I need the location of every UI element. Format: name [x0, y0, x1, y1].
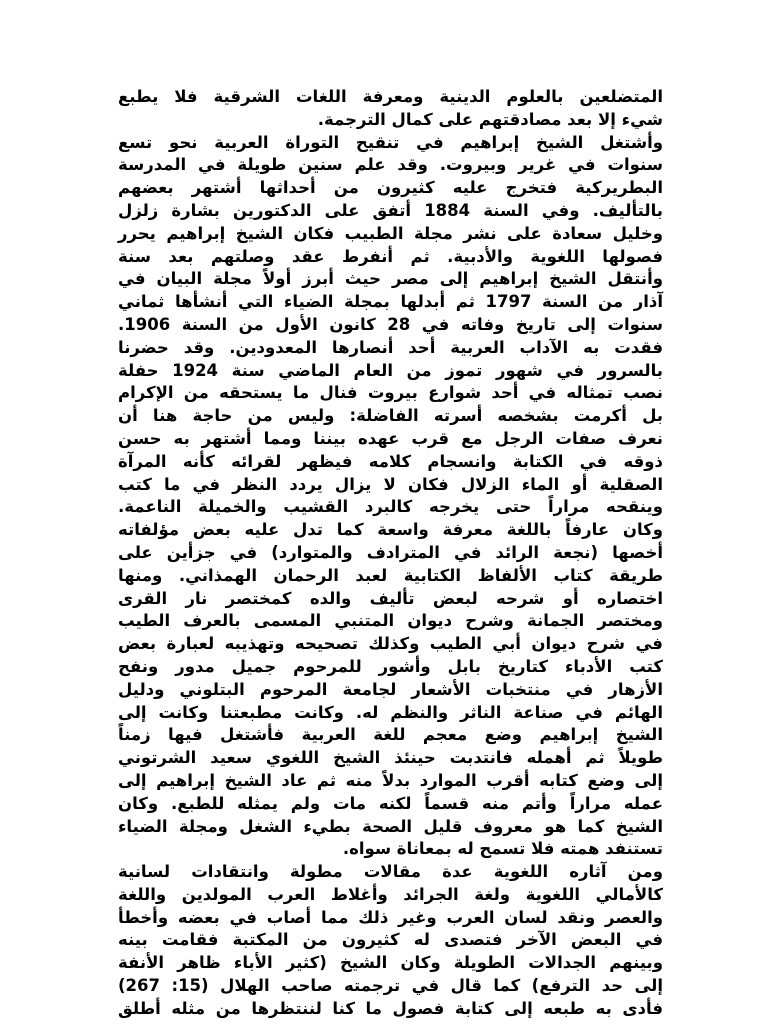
text-line-11: سنوات إلى تاريخ وفاته في 28 كانون الأول من السنة 1906.: [118, 314, 663, 334]
text-line-32: عمله مراراً وأتم منه قسماً لكنه مات ولم يمثله للطبع. وكان: [118, 793, 663, 813]
text-line-7: وخليل سعادة على نشر مجلة الطبيب فكان الشيخ إبراهيم يحرر: [118, 223, 663, 243]
text-line-12: فقدت به الآداب العربية أحد أنصارها المعدودين. وقد حضرنا: [118, 337, 663, 357]
text-line-29: الشيخ إبراهيم وضع معجم للغة العربية فأشتغل فيها زمناً: [118, 725, 663, 745]
text-line-34: تستنفد همته فلا تسمح له بمعاناة سواه.: [342, 839, 663, 859]
text-line-22: طريقة كتاب الألفاظ الكتابية لعبد الرحمان الهمذاني. ومنها: [118, 565, 663, 585]
text-line-8: فصولها اللغوية والأدبية. ثم أنفرط عقد وصلتهم بعد سنة: [118, 246, 663, 266]
text-line-23: اختصاره أو شرحه لبعض تأليف والده كمختصر نار القرى: [118, 588, 663, 608]
text-line-21: أخصها (نجعة الرائد في المترادف والمتوارد) في جزأين على: [118, 542, 663, 562]
text-line-9: وأنتقل الشيخ إبراهيم إلى مصر حيث أبرز أولاً مجلة البيان في: [118, 269, 663, 289]
text-line-26: كتب الأدباء كتاريخ بابل وأشور للمرحوم جميل مدور ونفح: [118, 656, 663, 676]
text-line-13: بالسرور في شهور تموز من العام الماضي سنة 1924 حفلة: [118, 360, 663, 380]
text-line-41: فأدى به طبعه إلى كتابة فصول ما كنا لننتظرها من مثله أطلق: [118, 998, 663, 1018]
text-line-27: الأزهار في منتخبات الأشعار لجامعة المرحوم البتلوني ودليل: [118, 679, 663, 699]
text-line-1: المتضلعين بالعلوم الدينية ومعرفة اللغات الشرقية فلا يطبع: [118, 87, 663, 106]
text-line-24: ومختصر الجمانة وشرح ديوان المتنبي المسمى بالعرف الطيب: [118, 611, 663, 631]
text-line-38: في البعض الآخر فتصدى له كثيرون من المكتبة فقامت بينه: [118, 930, 663, 950]
text-line-6: بالتأليف. وفي السنة 1884 أتفق على الدكتورين بشارة زلزل: [118, 200, 663, 220]
text-line-10: آذار من السنة 1797 ثم أبدلها بمجلة الضياء التي أنشأها ثماني: [118, 292, 663, 312]
text-line-17: ذوقه في الكتابة وانسجام كلامه فيظهر لقرائه كأنه المرآة: [118, 451, 663, 471]
text-line-20: وكان عارفاً باللغة معرفة واسعة كما تدل عليه بعض مؤلفاته: [118, 520, 663, 540]
text-line-33: الشيخ كما هو معروف قليل الصحة بطيء الشغل ومجلة الضياء: [118, 816, 663, 836]
text-line-3: وأشتغل الشيخ إبراهيم في تنقيح التوراة العربية نحو تسع: [118, 132, 663, 152]
text-line-2: شيء إلا بعد مصادقتهم على كمال الترجمة.: [317, 109, 663, 129]
text-line-14: نصب تمثاله في أحد شوارع بيروت فنال ما يستحقه من الإكرام: [118, 383, 663, 403]
text-line-15: بل أكرمت بشخصه أسرته الفاضلة: وليس من حاجة هنا أن: [118, 406, 663, 426]
text-line-16: نعرف صفات الرجل مع قرب عهده بيننا ومما أشتهر به حسن: [118, 428, 663, 448]
document-page: [118, 86, 663, 1021]
text-line-40: إلى حد الترفع) كما قال في ترجمته صاحب الهلال (15: 267): [118, 976, 663, 996]
text-line-37: والعصر ونقد لسان العرب وغير ذلك مما أصاب في بعضه وأخطأ: [118, 907, 663, 927]
text-line-36: كالأمالي اللغوية ولغة الجرائد وأغلاط العرب المولدين واللغة: [118, 884, 663, 904]
text-line-28: الهائم في صناعة الناثر والنظم له. وكانت مطبعتنا وكانت إلى: [118, 702, 663, 722]
text-line-19: وينقحه مراراً حتى يخرجه كالبرد القشيب والخميلة الناعمة.: [118, 497, 663, 517]
text-line-5: البطريركية فتخرج عليه كثيرون من أحداثها أشتهر بعضهم: [118, 178, 663, 198]
text-line-18: الصقلية أو الماء الزلال فكان لا يزال يردد النظر في ما كتب: [118, 474, 663, 494]
text-line-30: طويلاً ثم أهمله فانتدبت حينئذ الشيخ اللغوي سعيد الشرتوني: [118, 748, 663, 768]
text-line-35: ومن آثاره اللغوية عدة مقالات مطولة وانتقادات لسانية: [118, 862, 663, 882]
text-line-25: في شرح ديوان أبي الطيب وكذلك تصحيحه وتهذيبه لعبارة بعض: [118, 634, 663, 654]
text-line-4: سنوات في غرير وبيروت. وقد علم سنين طويلة في المدرسة: [118, 155, 663, 175]
text-line-39: وبينهم الجدالات الطويلة وكان الشيخ (كثير الأباء ظاهر الأنفة: [118, 953, 663, 973]
text-line-31: إلى وضع كتابه أقرب الموارد بدلاً منه ثم عاد الشيخ إبراهيم إلى: [118, 770, 663, 790]
